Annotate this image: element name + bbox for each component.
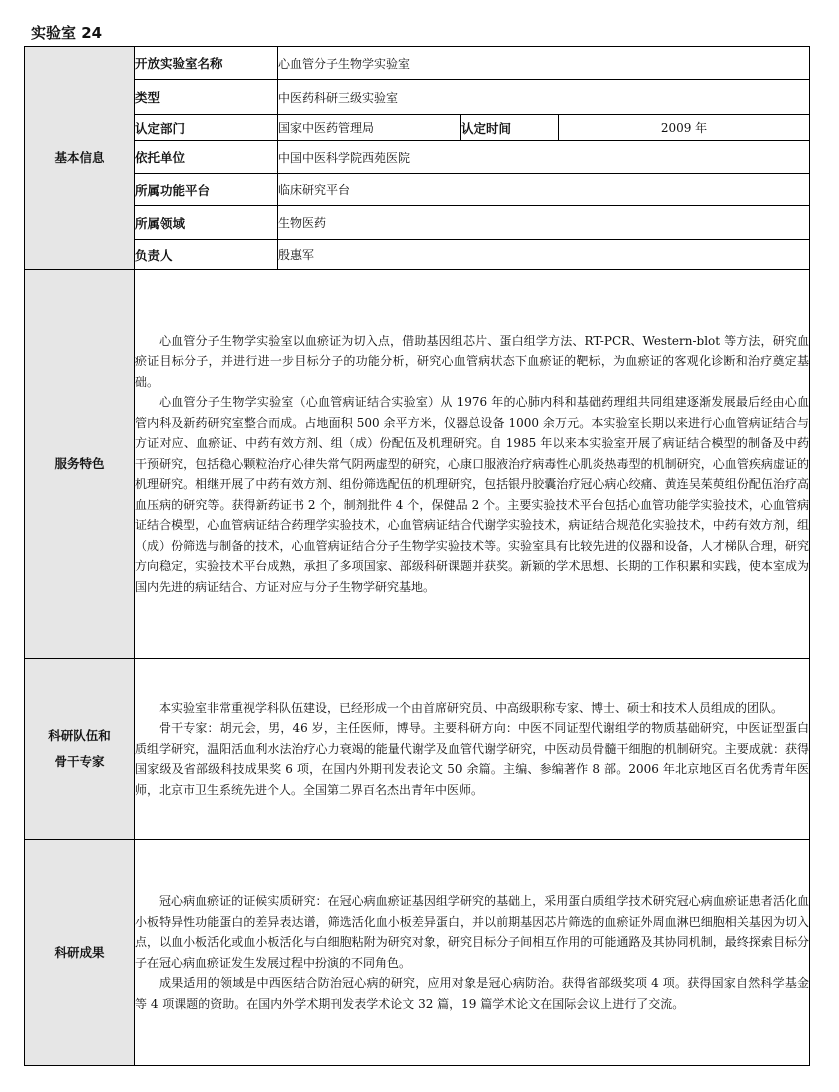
label-host: 依托单位 bbox=[135, 141, 278, 174]
results-text bbox=[135, 840, 810, 1066]
basic-row-type bbox=[25, 80, 810, 115]
value-head: 殷惠军 bbox=[278, 240, 810, 270]
service-text bbox=[135, 270, 810, 659]
value-host: 中国中医科学院西苑医院 bbox=[278, 141, 810, 174]
team-row bbox=[25, 659, 810, 840]
value-type: 中医药科研三级实验室 bbox=[278, 80, 810, 115]
section-label-team bbox=[25, 659, 135, 840]
lab-info-table bbox=[24, 46, 810, 1066]
basic-row-platform bbox=[25, 174, 810, 206]
section-label-team-line2: 骨干专家 bbox=[54, 754, 105, 769]
label-date: 认定时间 bbox=[461, 115, 559, 141]
team-paragraph: 本实验室非常重视学科队伍建设，已经形成一个由首席研究员、中高级职称专家、博士、硕士和技术人员组成的团队。 bbox=[159, 700, 784, 715]
basic-row-name bbox=[25, 47, 810, 80]
section-label-team-line1: 科研队伍和 bbox=[48, 728, 111, 743]
basic-row-dept bbox=[25, 115, 810, 141]
value-field: 生物医药 bbox=[278, 206, 810, 240]
team-text bbox=[135, 659, 810, 840]
value-date: 2009 年 bbox=[559, 115, 810, 141]
service-row bbox=[25, 270, 810, 659]
section-label-results: 科研成果 bbox=[25, 840, 135, 1066]
section-label-service: 服务特色 bbox=[25, 270, 135, 659]
results-paragraph: 成果适用的领域是中西医结合防治冠心病的研究，应用对象是冠心病防治。获得省部级奖项 4 项。获得国家自然科学基金等 4 项课题的资助。在国内外学术期刊发表学术论文 32 篇，19 篇学术论文在国际会议上进行了交流。 bbox=[135, 976, 810, 1011]
section-label-basic: 基本信息 bbox=[25, 47, 135, 270]
label-lab-name: 开放实验室名称 bbox=[135, 47, 278, 80]
team-paragraph: 骨干专家：胡元会，男，46 岁，主任医师，博导。主要科研方向：中医不同证型代谢组学的物质基础研究，中医证型蛋白质组学研究，温阳活血利水法治疗心力衰竭的能量代谢学及血管代谢学研究，中医动员骨髓干细胞的机制研究。主要成就：获得国家级及省部级科技成果奖 6 项，在国内外期刊发表论文 50 余篇。主编、参编著作 8 部。2006 年北京地区百名优秀青年医师，北京市卫生系统先进个人。全国第二界百名杰出青年中医师。 bbox=[135, 721, 810, 797]
label-platform: 所属功能平台 bbox=[135, 174, 278, 206]
value-lab-name: 心血管分子生物学实验室 bbox=[278, 47, 810, 80]
basic-row-head bbox=[25, 240, 810, 270]
label-head: 负责人 bbox=[135, 240, 278, 270]
label-dept: 认定部门 bbox=[135, 115, 278, 141]
basic-row-field bbox=[25, 206, 810, 240]
service-paragraph: 心血管分子生物学实验室（心血管病证结合实验室）从 1976 年的心肺内科和基础药理组共同组建逐渐发展最后经由心血管内科及新药研究室整合而成。占地面积 500 余平方米，仪器总设备 1000 余万元。本实验室长期以来进行心血管病证结合与方证对应、血瘀证、中药有效方剂、组（成）份配伍及机理研究。自 1985 年以来本实验室开展了病证结合模型的制备及中药干预研究，包括稳心颗粒治疗心律失常气阴两虚型的研究，心康口服液治疗病毒性心肌炎热毒型的机制研究，心血管疾病虚证的机理研究。相继开展了中药有效方剂、组份筛选配伍的机理研究，包括银丹胶囊治疗冠心病心绞痛、黄连吴茱萸组份配伍治疗高血压病的研究等。获得新药证书 2 个，制剂批件 4 个，保健品 2 个。主要实验技术平台包括心血管功能学实验技术，心血管病证结合模型，心血管病证结合药理学实验技术，心血管病证结合代谢学实验技术，病证结合规范化实验技术，中药有效方剂，组（成）份筛选与制备的技术，心血管病证结合分子生物学实验技术等。实验室具有比较先进的仪器和设备，人才梯队合理，研究方向稳定，实验技术平台成熟，承担了多项国家、部级科研课题并获奖。新颖的学术思想、长期的工作积累和实践，使本室成为国内先进的病证结合、方证对应与分子生物学研究基地。 bbox=[135, 395, 810, 594]
basic-row-host bbox=[25, 141, 810, 174]
page-title: 实验室 24 bbox=[31, 24, 103, 42]
service-paragraph: 心血管分子生物学实验室以血瘀证为切入点，借助基因组芯片、蛋白组学方法、RT-PCR、Western-blot 等方法，研究血瘀证目标分子，并进行进一步目标分子的功能分析，研究心血管病状态下血瘀证的靶标，为血瘀证的客观化诊断和治疗奠定基础。 bbox=[135, 333, 810, 389]
value-dept: 国家中医药管理局 bbox=[278, 115, 461, 141]
label-type: 类型 bbox=[135, 80, 278, 115]
results-row bbox=[25, 840, 810, 1066]
value-platform: 临床研究平台 bbox=[278, 174, 810, 206]
results-paragraph: 冠心病血瘀证的证候实质研究：在冠心病血瘀证基因组学研究的基础上，采用蛋白质组学技术研究冠心病血瘀证患者活化血小板特异性功能蛋白的差异表达谱，筛选活化血小板差异蛋白，并以前期基因芯片筛选的血瘀证外周血淋巴细胞相关基因为切入点，以血小板活化或血小板活化与白细胞粘附为研究对象，研究目标分子间相互作用的可能通路及其协同机制，最终探索目标分子在冠心病血瘀证发生发展过程中扮演的不同角色。 bbox=[135, 894, 810, 970]
label-field: 所属领域 bbox=[135, 206, 278, 240]
